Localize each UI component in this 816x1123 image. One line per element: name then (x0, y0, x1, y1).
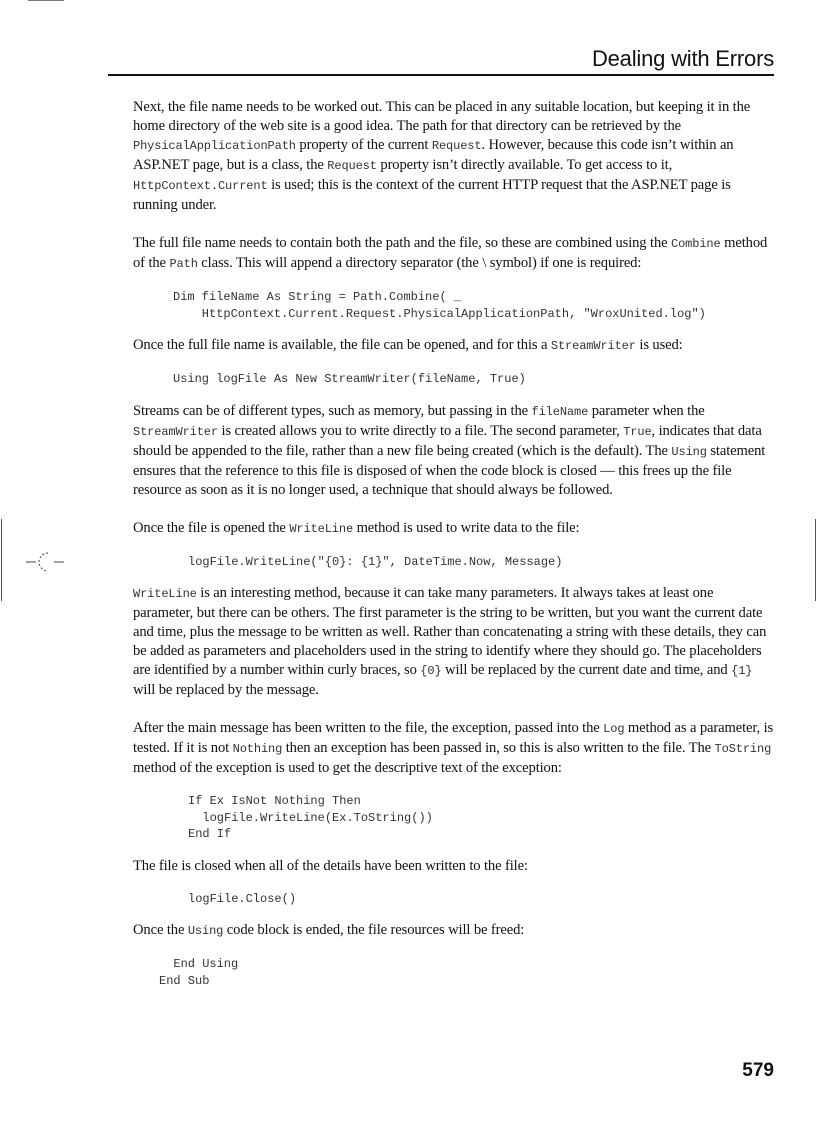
code-block-close: logFile.Close() (188, 891, 297, 906)
page-number: 579 (742, 1060, 774, 1081)
code-block-writeline: logFile.WriteLine("{0}: {1}", DateTime.Now, Message) (188, 554, 563, 569)
code-block-end: End Using End Sub (159, 957, 239, 988)
top-corner-rule (28, 0, 64, 1)
paragraph-combine: The full file name needs to contain both the path and the file, so these are combined using the Combine method of the Path class. This will append a directory separator (the \ symbol) if one is required: (133, 235, 768, 271)
code-block-exception: If Ex IsNot Nothing Then logFile.WriteLine(Ex.ToString()) End If (188, 794, 433, 841)
paragraph-writeline-intro: Once the file is opened the WriteLine method is used to write data to the file: (133, 519, 580, 536)
paragraph-close: The file is closed when all of the details have been written to the file: (133, 857, 528, 874)
paragraph-exception: After the main message has been written to the file, the exception, passed into the Log method as a parameter, is tested. If it is not Nothing then an exception has been passed in, so this is also written to the file. The ToString method of the exception is used to get the descriptive text of the exception: (133, 720, 774, 776)
registration-mark-icon (24, 548, 68, 576)
paragraph-using-end: Once the Using code block is ended, the file resources will be freed: (133, 922, 525, 938)
running-header: Dealing with Errors (108, 44, 774, 76)
code-block-combine: Dim fileName As String = Path.Combine( _ HttpContext.Current.Request.PhysicalApplicationPath, "WroxUnited.log") (173, 290, 706, 321)
paragraph-streams: Streams can be of different types, such as memory, but passing in the fileName parameter when the StreamWriter is created allows you to write directly to a file. The second parameter, True, indicates that data should be appended to the file, rather than a new file being created (which is the default). The Using statement ensures that the reference to this file is disposed of when the code block is closed — this frees up the file resource as soon as it is no longer used, a technique that should always be followed. (133, 402, 766, 498)
page-body (133, 98, 774, 989)
paragraph-writeline-details: WriteLine is an interesting method, because it can take many parameters. It always takes at least one parameter, but there can be others. The first parameter is the string to be written, but you want the current date and time, plus the message to be written as well. Rather than concatenating a string with these details, they can be added as parameters and placeholders used in the string to identify where they should go. The placeholders are identified by a number within curly braces, so {0} will be replaced by the current date and time, and {1} will be replaced by the message. (133, 585, 767, 698)
paragraph-file-name: Next, the file name needs to be worked out. This can be placed in any suitable location, but keeping it in the home directory of the web site is a good idea. The path for that directory can be retrieved by the PhysicalApplicationPath property of the current Request. However, because this code isn’t within an ASP.NET page, but is a class, the Request property isn’t directly available. To get access to it, HttpContext.Current is used; this is the context of the current HTTP request that the ASP.NET page is running under. (133, 99, 751, 213)
code-block-using: Using logFile As New StreamWriter(fileName, True) (173, 372, 526, 386)
paragraph-streamwriter: Once the full file name is available, the file can be opened, and for this a StreamWriter is used: (133, 337, 683, 353)
left-margin-rule (1, 519, 2, 601)
